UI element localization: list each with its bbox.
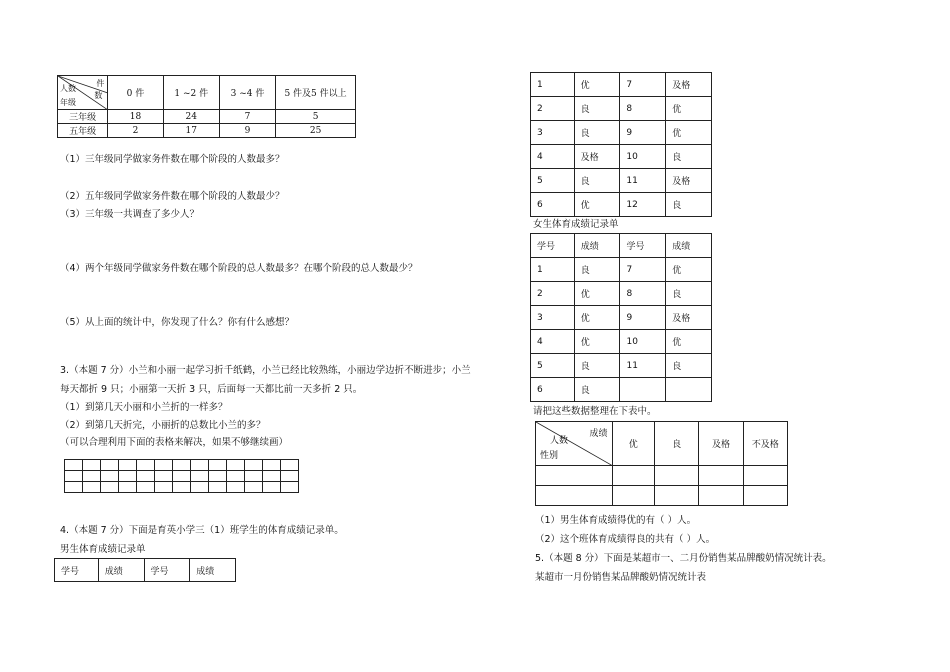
q3-sub2: （2）到第几天折完，小丽折的总数比小兰的多？ [60, 420, 266, 431]
header-cell: 学号 [531, 234, 575, 258]
summary-row [536, 486, 788, 506]
working-grid[interactable] [64, 459, 299, 493]
cell: 良 [574, 378, 620, 402]
q4-fill1: （1）男生体育成绩得优的有（ ）人。 [535, 515, 697, 526]
column-header: 5 件及5 件以上 [276, 76, 356, 110]
summary-col-header: 优 [612, 422, 654, 466]
cell: 良 [666, 354, 712, 378]
q3-sub1: （1）到第几天小丽和小兰折的一样多？ [60, 402, 228, 413]
summary-col-header: 及格 [699, 422, 743, 466]
summary-col-header: 良 [654, 422, 698, 466]
diag-top-label: 件 [96, 79, 105, 88]
summary-input-cell[interactable] [699, 486, 743, 506]
cell: 1 [531, 258, 575, 282]
value-cell: 18 [108, 110, 163, 124]
cell: 良 [574, 169, 620, 193]
cell: 及格 [666, 169, 712, 193]
cell: 良 [574, 121, 620, 145]
cell [620, 378, 666, 402]
cell: 优 [666, 121, 712, 145]
table-row [531, 258, 712, 282]
q3-line2: 每天都折 9 只；小丽第一天折 3 只，后面每一天都比前一天多折 2 只。 [60, 384, 363, 395]
q3-line1: 3.（本题 7 分）小兰和小丽一起学习折千纸鹤，小兰已经比较熟练，小丽边学边折不断进步；小兰 [60, 365, 471, 376]
header-cell: 成绩 [574, 234, 620, 258]
diag-mid-left-label: 人数 [60, 84, 76, 93]
boys-table-title: 男生体育成绩记录单 [60, 544, 146, 555]
cell: 良 [574, 354, 620, 378]
organize-prompt: 请把这些数据整理在下表中。 [533, 406, 657, 417]
value-cell: 7 [219, 110, 275, 124]
summary-diag-bottom: 性别 [540, 451, 559, 461]
cell: 优 [574, 282, 620, 306]
girls-table-title: 女生体育成绩记录单 [533, 219, 619, 230]
value-cell: 17 [163, 124, 219, 138]
table-row [531, 73, 712, 97]
cell: 优 [666, 97, 712, 121]
cell: 4 [531, 330, 575, 354]
table-row [531, 282, 712, 306]
cell: 及格 [666, 306, 712, 330]
cell: 8 [620, 282, 666, 306]
table-row [58, 124, 356, 138]
cell: 12 [620, 193, 666, 217]
cell: 及格 [666, 73, 712, 97]
cell: 10 [620, 145, 666, 169]
header-cell: 成绩 [190, 559, 236, 582]
header-cell: 学号 [55, 559, 99, 582]
table-row [531, 306, 712, 330]
cell: 7 [620, 73, 666, 97]
value-cell: 25 [276, 124, 356, 138]
table-header-row [531, 234, 712, 258]
cell: 3 [531, 121, 575, 145]
cell: 良 [574, 97, 620, 121]
q5-intro: 5.（本题 8 分）下面是某超市一、二月份销售某品牌酸奶情况统计表。 [535, 553, 832, 564]
cell: 5 [531, 354, 575, 378]
q5-table-title: 某超市一月份销售某品牌酸奶情况统计表 [535, 572, 707, 583]
cell: 优 [574, 330, 620, 354]
cell: 优 [574, 73, 620, 97]
value-cell: 9 [219, 124, 275, 138]
q4-intro: 4.（本题 7 分）下面是育英小学三（1）班学生的体育成绩记录单。 [60, 525, 344, 536]
value-cell: 5 [276, 110, 356, 124]
summary-input-cell[interactable] [743, 486, 787, 506]
table-row [531, 97, 712, 121]
header-cell: 学号 [620, 234, 666, 258]
cell: 6 [531, 193, 575, 217]
q4-fill2: （2）这个班体育成绩得良的共有（ ）人。 [535, 534, 716, 545]
cell: 10 [620, 330, 666, 354]
summary-input-cell[interactable] [536, 466, 613, 486]
table-row [531, 330, 712, 354]
cell: 优 [666, 330, 712, 354]
table-row [58, 110, 356, 124]
cell: 5 [531, 169, 575, 193]
cell: 优 [574, 193, 620, 217]
cell: 良 [666, 282, 712, 306]
cell: 11 [620, 354, 666, 378]
summary-diagonal-cell [536, 422, 613, 466]
cell: 4 [531, 145, 575, 169]
cell: 6 [531, 378, 575, 402]
cell: 优 [574, 306, 620, 330]
cell: 3 [531, 306, 575, 330]
table-row [531, 145, 712, 169]
table-row [531, 378, 712, 402]
cell: 优 [666, 258, 712, 282]
cell: 2 [531, 282, 575, 306]
grade-cell: 三年级 [58, 110, 108, 124]
q2-sub5: （5）从上面的统计中，你发现了什么？你有什么感想？ [60, 317, 295, 328]
header-cell: 成绩 [666, 234, 712, 258]
diag-bottom-label: 年级 [60, 98, 76, 107]
summary-input-cell[interactable] [612, 486, 654, 506]
summary-input-cell[interactable] [654, 486, 698, 506]
column-header: 3 ~4 件 [219, 76, 275, 110]
q2-sub4: （4）两个年级同学做家务件数在哪个阶段的总人数最多？在哪个阶段的总人数最少？ [60, 263, 418, 274]
boys-table-header [54, 558, 236, 582]
diag-mid-right-label: 数 [94, 91, 103, 100]
girls-table [530, 233, 712, 402]
cell: 8 [620, 97, 666, 121]
header-cell: 学号 [144, 559, 190, 582]
summary-row [536, 466, 788, 486]
table-row [531, 169, 712, 193]
diagonal-header-cell [58, 76, 108, 110]
cell: 1 [531, 73, 575, 97]
summary-diag-right: 成绩 [589, 429, 608, 439]
grade-cell: 五年级 [58, 124, 108, 138]
summary-input-cell[interactable] [743, 466, 787, 486]
header-cell: 成绩 [98, 559, 144, 582]
cell: 及格 [574, 145, 620, 169]
table-row [531, 193, 712, 217]
cell: 良 [666, 145, 712, 169]
q2-sub3: （3）三年级一共调查了多少人？ [60, 209, 200, 220]
q2-sub1: （1）三年级同学做家务件数在哪个阶段的人数最多？ [60, 154, 285, 165]
column-header: 0 件 [108, 76, 163, 110]
cell: 9 [620, 306, 666, 330]
chores-table [57, 75, 356, 138]
value-cell: 24 [163, 110, 219, 124]
q2-sub2: （2）五年级同学做家务件数在哪个阶段的人数最少？ [60, 191, 285, 202]
summary-diag-left: 人数 [550, 436, 569, 446]
column-header: 1 ~2 件 [163, 76, 219, 110]
cell: 2 [531, 97, 575, 121]
table-row [531, 354, 712, 378]
cell: 11 [620, 169, 666, 193]
cell: 7 [620, 258, 666, 282]
cell: 9 [620, 121, 666, 145]
boys-table-body [530, 72, 712, 217]
summary-input-cell[interactable] [612, 466, 654, 486]
summary-col-header: 不及格 [743, 422, 787, 466]
cell [666, 378, 712, 402]
q3-hint: （可以合理利用下面的表格来解决，如果不够继续画） [60, 437, 289, 448]
summary-input-cell[interactable] [699, 466, 743, 486]
cell: 良 [666, 193, 712, 217]
table-row [531, 121, 712, 145]
cell: 良 [574, 258, 620, 282]
summary-table [535, 421, 788, 506]
value-cell: 2 [108, 124, 163, 138]
summary-input-cell[interactable] [654, 466, 698, 486]
summary-input-cell[interactable] [536, 486, 613, 506]
